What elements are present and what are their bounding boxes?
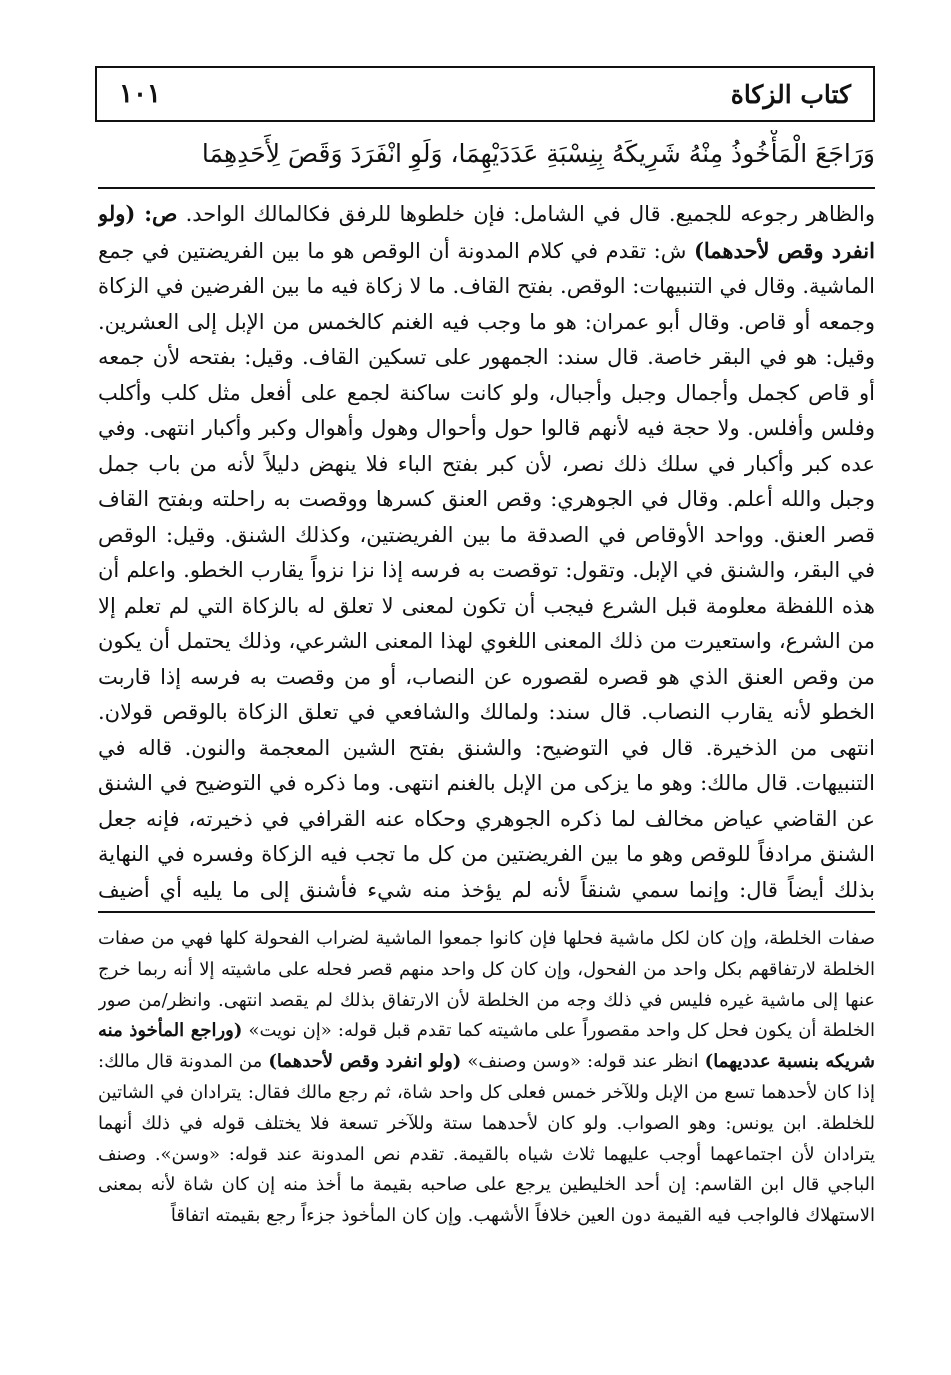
- commentary-body: [98, 196, 875, 908]
- commentary-text-1: والظاهر رجوعه للجميع. قال في الشامل: فإن خلطوها للرفق فكالمالك الواحد.: [177, 202, 875, 226]
- divider-top: [98, 187, 875, 189]
- matn-quote: ص: (ولو انفرد وقص لأحدهما): [98, 201, 875, 263]
- matn-verse: وَرَاجَعَ الْمَأْخُوذُ مِنْهُ شَرِيكَهُ بِنِسْبَةِ عَدَدَيْهِمَا، وَلَوِ انْفَرَدَ وَقَصَ لِأَحَدِهِمَا: [201, 139, 875, 168]
- footnote-paragraph: [98, 924, 875, 1232]
- commentary-paragraph: [98, 196, 875, 908]
- chapter-title: كتاب الزكاة: [730, 79, 851, 109]
- footnote-quote-1: (وراجع المأخوذ منه شريكه بنسبة عدديهما): [98, 1020, 875, 1073]
- footnote-text-3: من المدونة قال مالك: إذا كان لأحدهما تسع من الإبل وللآخر خمس فعلى كل واحد شاة، ثم رجع مالك فقال: يترادان في الشاتين للخلطة. ابن يونس: وهو الصواب. ولو كان لأحدهما ستة وللآخر تسعة فلا يختلف قوله في ذلك أنهما يترادان لأن اجتماعهما أوجب عليهما ثلاث شياه بالقيمة. تقدم نص المدونة عند قوله: «وسن». وصنف الباجي قال ابن القاسم: إن أحد الخليطين يرجع على صاحبه بقيمة ما أخذ منه إن كان شاة لأنه بمعنى الاستهلاك فالواجب فيه القيمة دون العين خلافاً الأشهب. وإن كان المأخوذ جزءاً رجع بقيمته اتفاقاً: [98, 1051, 875, 1227]
- running-header: [95, 66, 875, 122]
- footnotes-body: [98, 924, 875, 1364]
- page-number: ١٠١: [119, 79, 161, 109]
- footnote-quote-2: (ولو انفرد وقص لأحدهما): [268, 1051, 462, 1073]
- footnote-text-1: صفات الخلطة، وإن كان لكل ماشية فحلها فإن كانوا جمعوا الماشية لضراب الفحولة كلها فهي من صفات الخلطة لارتفاقهم بكل واحد من الفحول، وإن كان كل واحد منهم قصر فحله على ماشيته إلا أنه ربما خرج عنها إلى ماشية غيره فليس في ذلك وجه من الخلطة لأن الارتفاق بذلك لم يقصد انتهى. وانظر/من صور الخلطة أن يكون فحل كل واحد مقصوراً على ماشيته كما تقدم قبل قوله: «إن نويت»: [98, 928, 875, 1042]
- footnote-text-2: انظر عند قوله: «وسن وصنف»: [461, 1051, 705, 1073]
- divider-footnotes: [98, 911, 875, 913]
- commentary-text-2: ش: تقدم في كلام المدونة أن الوقص هو ما بين الفريضتين في جمع الماشية. وقال في التنبيهات: الوقص. بفتح القاف. ما لا زكاة فيه ما بين الفرضين في الزكاة وجمعه أو قاص. وقال أبو عمران: هو ما وجب فيه الغنم كالخمس من الإبل إلى العشرين. وقيل: هو في البقر خاصة. قال سند: الجمهور على تسكين القاف. وقيل: بفتحه لأن جمعه أو قاص كجمل وأجمال وجبل وأجبال، ولو كانت ساكنة لجمع على أفعل مثل كلب وأكلب وفلس وأفلس. ولا حجة فيه لأنهم قالوا حول وأحوال وهول وأهوال وكبر وأكبار انتهى. وفي عده كبر وأكبار في سلك ذلك نصر، لأن كبر بفتح الباء فلا ينهض دليلاً لأنه من باب جمل وجبل والله أعلم. وقال في الجوهري: وقص العنق كسرها ووقصت به راحلته وبفتح القاف قصر العنق. وواحد الأوقاص في الصدقة ما بين الفريضتين، وكذلك الشنق. وقيل: الوقص في البقر، والشنق في الإبل. وتقول: توقصت به فرسه إذا نزا نزواً يقارب الخطو. واعلم أن هذه اللفظة معلومة قبل الشرع فيجب أن تكون لمعنى لا تعلق له بالزكاة التي لم تعلم إلا من الشرع، واستعيرت من ذلك المعنى اللغوي لهذا المعنى الشرعي، وذلك يحتمل أن يكون من وقص العنق الذي هو قصره لقصوره عن النصاب، أو من وقصت به فرسه إذا قاربت الخطو لأنه يقارب النصاب. قال سند: ولمالك والشافعي في تعلق الزكاة بالوقص قولان. انتهى من الذخيرة. قال في التوضيح: والشنق بفتح الشين المعجمة والنون. قاله في التنبيهات. قال مالك: وهو ما يزكى من الإبل بالغنم انتهى. وما ذكره في التوضيح في الشنق عن القاضي عياض مخالف لما ذكره الجوهري وحكاه عنه القرافي في ذخيرته، فإنه جعل الشنق مرادفاً للوقص وهو ما بين الفريضتين من كل ما تجب فيه الزكاة وفسره في النهاية بذلك أيضاً قال: وإنما سمي شنقاً لأنه لم يؤخذ منه شيء فأشنق إلى ما يليه أي أضيف: [98, 238, 875, 902]
